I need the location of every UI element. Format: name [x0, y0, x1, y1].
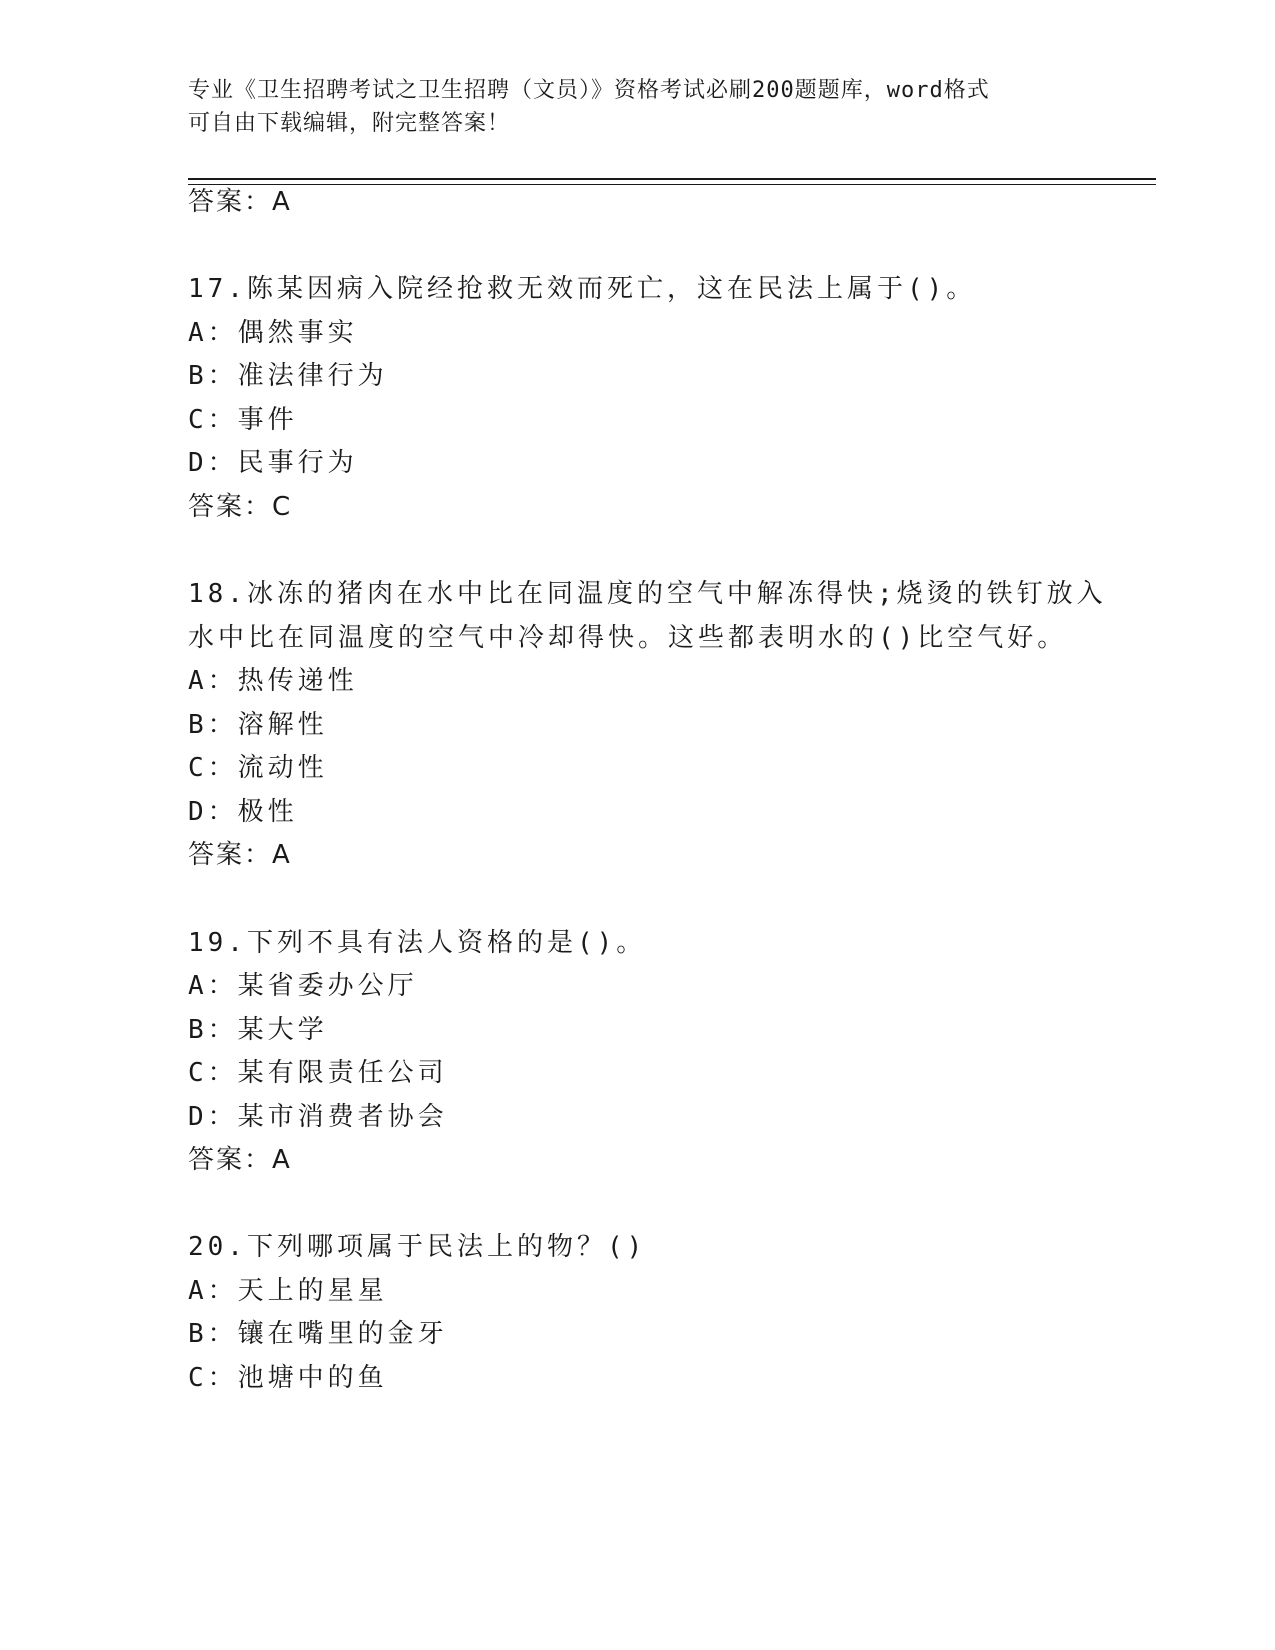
question-17-option-a: A：偶然事实 [188, 318, 358, 348]
question-17-option-c: C：事件 [188, 405, 298, 435]
question-20-option-c: C：池塘中的鱼 [188, 1363, 388, 1393]
question-19-option-d: D：某市消费者协会 [188, 1102, 448, 1132]
question-17-option-b: B：准法律行为 [188, 361, 388, 391]
question-17-option-d: D：民事行为 [188, 448, 358, 478]
question-19-option-a: A：某省委办公厅 [188, 971, 418, 1001]
question-19-answer: 答案：A [188, 1145, 292, 1175]
question-17-answer: 答案：C [188, 492, 293, 522]
header-divider-thin [188, 184, 1156, 185]
question-20-stem: 20.下列哪项属于民法上的物？() [188, 1232, 647, 1262]
question-18-answer: 答案：A [188, 840, 292, 870]
question-18-option-d: D：极性 [188, 797, 298, 827]
question-18-option-b: B：溶解性 [188, 710, 328, 740]
question-18-stem-line-1: 18.冰冻的猪肉在水中比在同温度的空气中解冻得快;烧烫的铁钉放入 [188, 579, 1107, 609]
header-line-1: 专业《卫生招聘考试之卫生招聘（文员）》资格考试必刷200题题库，word格式 [188, 78, 990, 103]
question-18-option-c: C：流动性 [188, 753, 328, 783]
header-divider-thick [188, 178, 1156, 180]
question-17-stem: 17.陈某因病入院经抢救无效而死亡，这在民法上属于()。 [188, 274, 977, 304]
question-18-option-a: A：热传递性 [188, 666, 358, 696]
question-19-option-b: B：某大学 [188, 1015, 328, 1045]
question-20-option-a: A：天上的星星 [188, 1276, 388, 1306]
header-line-2: 可自由下载编辑，附完整答案！ [188, 111, 511, 136]
question-19-option-c: C：某有限责任公司 [188, 1058, 448, 1088]
question-20-option-b: B：镶在嘴里的金牙 [188, 1319, 448, 1349]
document-header [188, 74, 1088, 140]
question-19-stem: 19.下列不具有法人资格的是()。 [188, 928, 647, 958]
question-18-stem-line-2: 水中比在同温度的空气中冷却得快。这些都表明水的()比空气好。 [188, 623, 1068, 653]
previous-answer: 答案：A [188, 187, 292, 217]
